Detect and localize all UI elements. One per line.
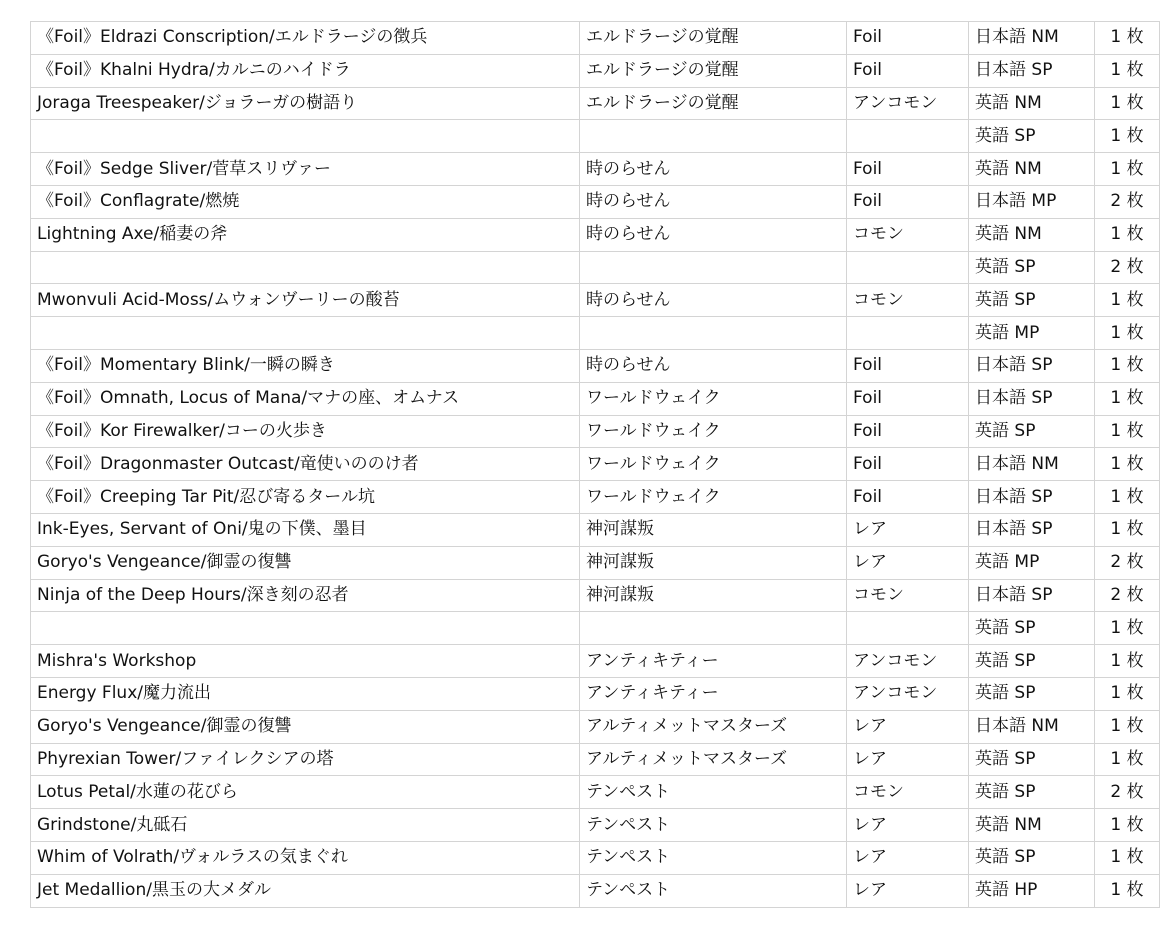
card-name-cell: Phyrexian Tower/ファイレクシアの塔 [31,743,580,776]
table-row [31,579,1160,612]
quantity-cell: 1 枚 [1095,612,1160,645]
set-name-cell: アンティキティー [580,677,847,710]
set-name-cell: 神河謀叛 [580,579,847,612]
rarity-cell: レア [847,743,969,776]
card-name-cell: Mishra's Workshop [31,645,580,678]
card-name-cell [31,120,580,153]
card-name-cell: 《Foil》Conflagrate/燃焼 [31,185,580,218]
quantity-cell: 1 枚 [1095,448,1160,481]
quantity-cell: 2 枚 [1095,251,1160,284]
quantity-cell: 1 枚 [1095,743,1160,776]
condition-cell: 日本語 SP [969,349,1095,382]
card-name-cell: 《Foil》Creeping Tar Pit/忍び寄るタール坑 [31,481,580,514]
quantity-cell: 2 枚 [1095,185,1160,218]
card-name-cell: Ink-Eyes, Servant of Oni/鬼の下僕、墨目 [31,513,580,546]
rarity-cell: Foil [847,415,969,448]
table-row [31,54,1160,87]
quantity-cell: 1 枚 [1095,645,1160,678]
card-name-cell: Goryo's Vengeance/御霊の復讐 [31,710,580,743]
table-row [31,776,1160,809]
card-name-cell [31,251,580,284]
rarity-cell [847,612,969,645]
rarity-cell: Foil [847,185,969,218]
card-name-cell: Lotus Petal/水蓮の花びら [31,776,580,809]
quantity-cell: 2 枚 [1095,546,1160,579]
quantity-cell: 1 枚 [1095,218,1160,251]
condition-cell: 英語 NM [969,809,1095,842]
table-row [31,677,1160,710]
condition-cell: 英語 SP [969,645,1095,678]
quantity-cell: 1 枚 [1095,710,1160,743]
quantity-cell: 1 枚 [1095,809,1160,842]
table-row [31,841,1160,874]
card-name-cell: Mwonvuli Acid-Moss/ムウォンヴーリーの酸苔 [31,284,580,317]
set-name-cell: テンペスト [580,841,847,874]
quantity-cell: 1 枚 [1095,349,1160,382]
set-name-cell [580,317,847,350]
rarity-cell: Foil [847,54,969,87]
card-name-cell: 《Foil》Sedge Sliver/菅草スリヴァー [31,153,580,186]
table-row [31,382,1160,415]
condition-cell: 英語 SP [969,743,1095,776]
rarity-cell: レア [847,874,969,907]
condition-cell: 日本語 NM [969,22,1095,55]
set-name-cell: 神河謀叛 [580,546,847,579]
card-name-cell [31,612,580,645]
table-row [31,481,1160,514]
set-name-cell [580,251,847,284]
set-name-cell: 時のらせん [580,218,847,251]
condition-cell: 英語 NM [969,87,1095,120]
set-name-cell: テンペスト [580,776,847,809]
card-inventory-body [31,22,1160,908]
rarity-cell: Foil [847,481,969,514]
set-name-cell: 時のらせん [580,185,847,218]
rarity-cell: アンコモン [847,645,969,678]
card-name-cell: 《Foil》Dragonmaster Outcast/竜使いののけ者 [31,448,580,481]
table-row [31,317,1160,350]
set-name-cell: アルティメットマスターズ [580,710,847,743]
card-name-cell: Energy Flux/魔力流出 [31,677,580,710]
rarity-cell: アンコモン [847,87,969,120]
table-row [31,809,1160,842]
table-row [31,513,1160,546]
table-row [31,87,1160,120]
condition-cell: 日本語 SP [969,481,1095,514]
condition-cell: 日本語 SP [969,579,1095,612]
rarity-cell: Foil [847,382,969,415]
rarity-cell: コモン [847,284,969,317]
table-row [31,743,1160,776]
set-name-cell: エルドラージの覚醒 [580,22,847,55]
card-name-cell: 《Foil》Omnath, Locus of Mana/マナの座、オムナス [31,382,580,415]
condition-cell: 日本語 NM [969,710,1095,743]
rarity-cell: レア [847,546,969,579]
condition-cell: 英語 SP [969,776,1095,809]
condition-cell: 日本語 SP [969,382,1095,415]
condition-cell: 英語 NM [969,153,1095,186]
card-name-cell: Goryo's Vengeance/御霊の復讐 [31,546,580,579]
table-row [31,349,1160,382]
set-name-cell: エルドラージの覚醒 [580,54,847,87]
condition-cell: 日本語 NM [969,448,1095,481]
card-name-cell: Ninja of the Deep Hours/深き刻の忍者 [31,579,580,612]
rarity-cell: コモン [847,218,969,251]
set-name-cell: ワールドウェイク [580,448,847,481]
set-name-cell: ワールドウェイク [580,415,847,448]
card-name-cell [31,317,580,350]
card-inventory-table [30,21,1160,908]
condition-cell: 英語 SP [969,677,1095,710]
table-row [31,645,1160,678]
card-name-cell: 《Foil》Eldrazi Conscription/エルドラージの徴兵 [31,22,580,55]
table-row [31,185,1160,218]
condition-cell: 日本語 SP [969,513,1095,546]
condition-cell: 英語 SP [969,612,1095,645]
table-row [31,218,1160,251]
set-name-cell: 時のらせん [580,153,847,186]
condition-cell: 英語 SP [969,284,1095,317]
rarity-cell: レア [847,841,969,874]
table-row [31,448,1160,481]
table-row [31,710,1160,743]
condition-cell: 英語 HP [969,874,1095,907]
condition-cell: 英語 MP [969,317,1095,350]
quantity-cell: 1 枚 [1095,22,1160,55]
set-name-cell [580,120,847,153]
table-row [31,874,1160,907]
quantity-cell: 1 枚 [1095,153,1160,186]
condition-cell: 日本語 MP [969,185,1095,218]
rarity-cell: レア [847,513,969,546]
set-name-cell [580,612,847,645]
table-row [31,546,1160,579]
quantity-cell: 1 枚 [1095,481,1160,514]
condition-cell: 日本語 SP [969,54,1095,87]
set-name-cell: ワールドウェイク [580,382,847,415]
card-name-cell: Lightning Axe/稲妻の斧 [31,218,580,251]
card-name-cell: 《Foil》Momentary Blink/一瞬の瞬き [31,349,580,382]
quantity-cell: 1 枚 [1095,841,1160,874]
condition-cell: 英語 MP [969,546,1095,579]
condition-cell: 英語 SP [969,415,1095,448]
rarity-cell [847,120,969,153]
set-name-cell: 時のらせん [580,349,847,382]
quantity-cell: 2 枚 [1095,776,1160,809]
rarity-cell [847,317,969,350]
quantity-cell: 1 枚 [1095,54,1160,87]
rarity-cell: コモン [847,776,969,809]
quantity-cell: 1 枚 [1095,317,1160,350]
rarity-cell: Foil [847,349,969,382]
set-name-cell: テンペスト [580,809,847,842]
quantity-cell: 1 枚 [1095,874,1160,907]
rarity-cell: アンコモン [847,677,969,710]
rarity-cell: Foil [847,153,969,186]
quantity-cell: 1 枚 [1095,513,1160,546]
card-name-cell: 《Foil》Khalni Hydra/カルニのハイドラ [31,54,580,87]
quantity-cell: 1 枚 [1095,415,1160,448]
rarity-cell: Foil [847,448,969,481]
condition-cell: 英語 SP [969,841,1095,874]
rarity-cell: コモン [847,579,969,612]
rarity-cell: Foil [847,22,969,55]
table-row [31,153,1160,186]
set-name-cell: 神河謀叛 [580,513,847,546]
rarity-cell: レア [847,809,969,842]
condition-cell: 英語 SP [969,251,1095,284]
quantity-cell: 1 枚 [1095,120,1160,153]
quantity-cell: 1 枚 [1095,677,1160,710]
set-name-cell: アンティキティー [580,645,847,678]
card-name-cell: Joraga Treespeaker/ジョラーガの樹語り [31,87,580,120]
table-row [31,284,1160,317]
table-row [31,22,1160,55]
condition-cell: 英語 NM [969,218,1095,251]
set-name-cell: エルドラージの覚醒 [580,87,847,120]
card-name-cell: 《Foil》Kor Firewalker/コーの火歩き [31,415,580,448]
set-name-cell: テンペスト [580,874,847,907]
card-name-cell: Jet Medallion/黒玉の大メダル [31,874,580,907]
set-name-cell: 時のらせん [580,284,847,317]
condition-cell: 英語 SP [969,120,1095,153]
card-name-cell: Grindstone/丸砥石 [31,809,580,842]
set-name-cell: ワールドウェイク [580,481,847,514]
quantity-cell: 1 枚 [1095,87,1160,120]
table-row [31,120,1160,153]
quantity-cell: 2 枚 [1095,579,1160,612]
table-row [31,415,1160,448]
quantity-cell: 1 枚 [1095,382,1160,415]
table-row [31,251,1160,284]
card-name-cell: Whim of Volrath/ヴォルラスの気まぐれ [31,841,580,874]
table-row [31,612,1160,645]
rarity-cell [847,251,969,284]
set-name-cell: アルティメットマスターズ [580,743,847,776]
rarity-cell: レア [847,710,969,743]
quantity-cell: 1 枚 [1095,284,1160,317]
